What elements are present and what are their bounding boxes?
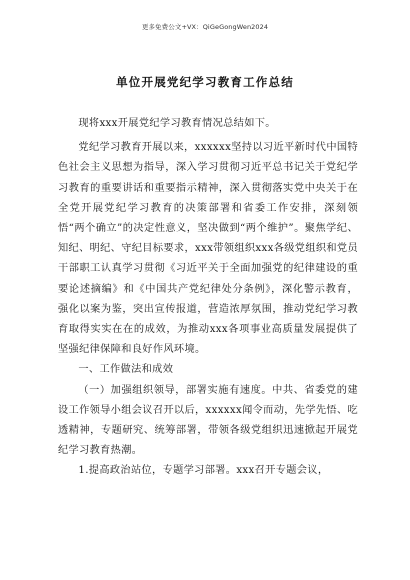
paragraph-intro: 现将xxx开展党纪学习教育情况总结如下。 xyxy=(78,118,276,129)
paragraph-item-1: 1.提高政治站位，专题学习部署。xxx召开专题会议， xyxy=(78,465,329,477)
paragraph-subsection-1: （一）加强组织领导，部署实施有速度。中共、省委党的建设工作领导小组会议召开以后，xxxxxx闻令而动，先学先悟、吃透精神，专题研究、统筹部署，带领各级党组织迅速掀起开展党纪学习教育热潮。 xyxy=(58,384,359,457)
header-note: 更多免费公文+VX：QiGeGongWen2024 xyxy=(141,23,269,31)
section-heading: 一、工作做法和成效 xyxy=(78,364,174,376)
document-title: 单位开展党纪学习教育工作总结 xyxy=(116,75,294,89)
document-body xyxy=(58,114,358,482)
paragraph-overview: 党纪学习教育开展以来，xxxxxx坚持以习近平新时代中国特色社会主义思想为指导，深入学习贯彻习近平总书记关于党纪学习教育的重要讲话和重要指示精神，深入贯彻落实党中央关于在全党开展党纪学习教育的决策部署和省委工作安排，深刻领悟“两个确立”的决定性意义，坚决做到“两个维护”。聚焦学纪、知纪、明纪、守纪目标要求，xxx带领组织xxx各级党组织和党员干部职工认真学习贯彻《习近平关于全面加强党的纪律建设的重要论述摘编》和《中国共产党纪律处分条例》，深化警示教育，强化以案为鉴，突出宣传报道，营造浓厚氛围，推动党纪学习教育取得实实在在的成效，为推动xxx各项事业高质量发展提供了坚强纪律保障和良好作风环境。 xyxy=(58,142,359,356)
